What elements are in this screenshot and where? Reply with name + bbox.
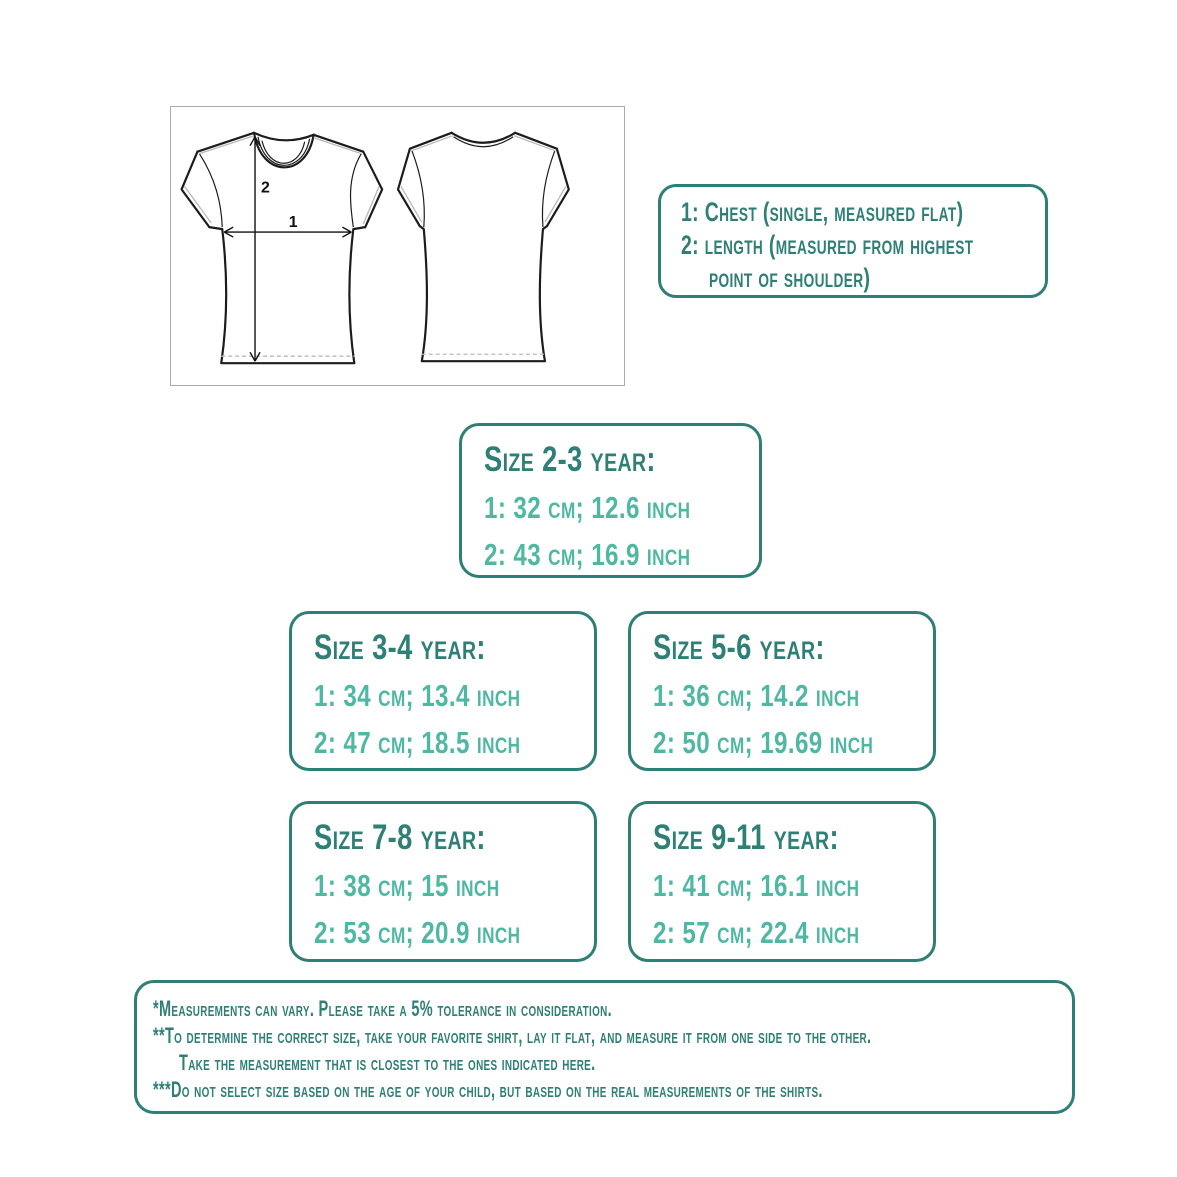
chest-measurement: 1: 34 cm; 13.4 inch (314, 678, 521, 713)
length-measurement: 2: 47 cm; 18.5 inch (314, 725, 521, 760)
legend-line-length: 2: length (measured from highest (681, 230, 974, 260)
chest-measurement: 1: 41 cm; 16.1 inch (653, 868, 860, 903)
legend-box (658, 184, 1048, 298)
note-age-warning: ***Do not select size based on the age of your child, but based on the real measurements of the shirts. (153, 1077, 823, 1102)
size-title: Size 9-11 year: (653, 818, 839, 857)
note-tolerance: *Measurements can vary. Please take a 5% tolerance in consideration. (153, 996, 613, 1021)
note-how-to-measure: **To determine the correct size, take your favorite shirt, lay it flat, and measure it from one side to the other. (153, 1023, 872, 1048)
back-shirt-outline (398, 133, 569, 361)
legend-line-length-cont: point of shoulder) (709, 263, 871, 293)
size-box-5-6-year (628, 611, 936, 771)
chest-measure-arrow (224, 227, 351, 237)
length-marker-label: 2 (260, 179, 270, 197)
length-measurement: 2: 50 cm; 19.69 inch (653, 725, 874, 760)
size-box-3-4-year (289, 611, 597, 771)
front-shirt-outline (182, 133, 383, 363)
chest-measurement: 1: 32 cm; 12.6 inch (484, 490, 691, 525)
size-title: Size 3-4 year: (314, 628, 486, 667)
tshirt-diagram-frame (170, 106, 625, 386)
tshirt-diagram (171, 107, 624, 385)
legend-line-chest: 1: Chest (single, measured flat) (681, 197, 964, 227)
length-measurement: 2: 43 cm; 16.9 inch (484, 537, 691, 572)
front-shirt-details (199, 137, 361, 227)
size-title: Size 7-8 year: (314, 818, 486, 857)
size-box-7-8-year (289, 801, 597, 962)
size-title: Size 5-6 year: (653, 628, 825, 667)
size-box-2-3-year (459, 423, 762, 578)
chest-marker-label: 1 (288, 214, 298, 232)
length-measurement: 2: 53 cm; 20.9 inch (314, 915, 521, 950)
length-measure-arrow (250, 137, 260, 361)
back-shirt-details (412, 137, 555, 227)
chest-measurement: 1: 36 cm; 14.2 inch (653, 678, 860, 713)
note-how-to-measure-cont: Take the measurement that is closest to the ones indicated here. (179, 1050, 596, 1075)
size-title: Size 2-3 year: (484, 440, 656, 479)
notes-box (134, 980, 1075, 1114)
size-box-9-11-year (628, 801, 936, 962)
chest-measurement: 1: 38 cm; 15 inch (314, 868, 500, 903)
length-measurement: 2: 57 cm; 22.4 inch (653, 915, 860, 950)
